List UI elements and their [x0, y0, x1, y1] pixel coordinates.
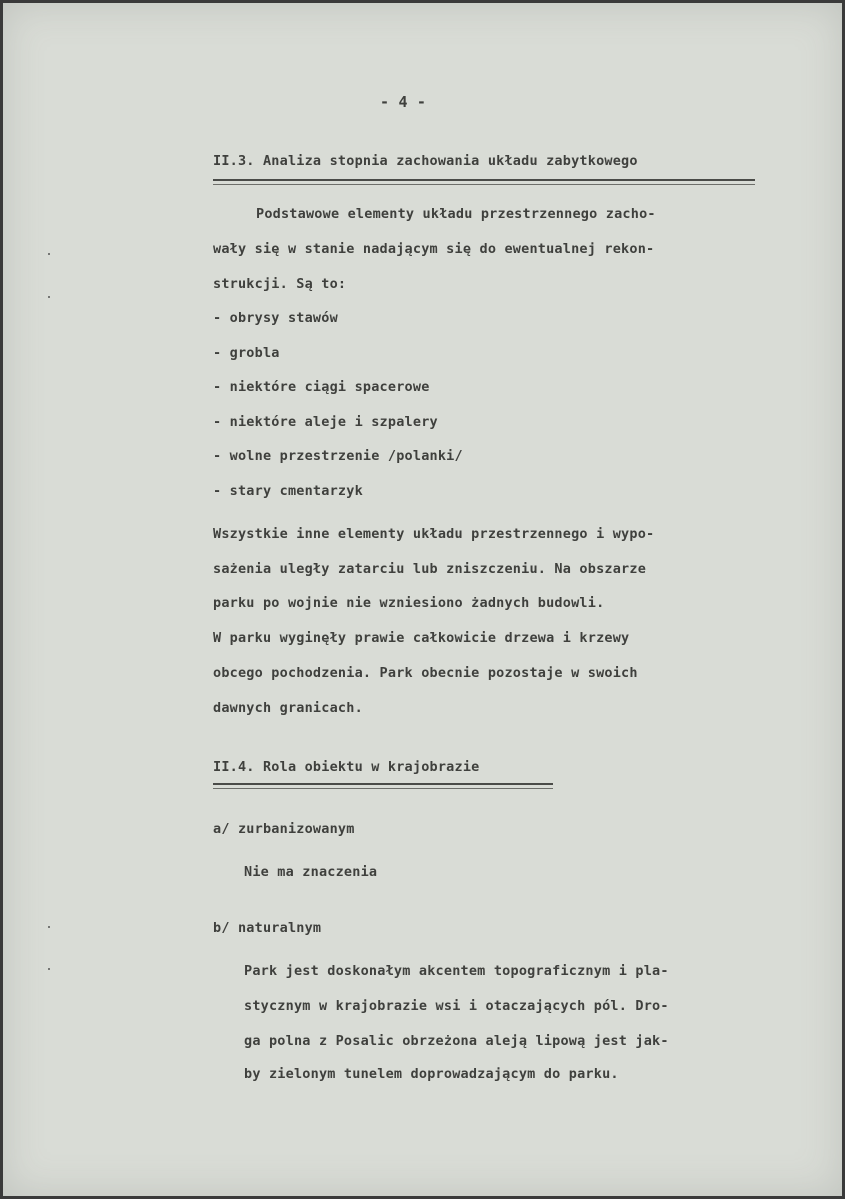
section-3-title: II.3. Analiza stopnia zachowania układu zabytkowego: [213, 153, 638, 169]
section-3-title-underline-2: [213, 184, 755, 185]
margin-mark: [48, 296, 50, 298]
list-item: - stary cmentarzyk: [213, 483, 363, 499]
paragraph-line: parku po wojnie nie wzniesiono żadnych budowli.: [213, 595, 605, 611]
intro-line-3: strukcji. Są to:: [213, 276, 347, 292]
paragraph-line: obcego pochodzenia. Park obecnie pozostaje w swoich: [213, 665, 638, 681]
subsection-a-label: a/ zurbanizowanym: [213, 821, 355, 837]
paragraph-line: dawnych granicach.: [213, 700, 363, 716]
margin-mark: [48, 926, 50, 928]
paragraph-line: Wszystkie inne elementy układu przestrzennego i wypo-: [213, 526, 655, 542]
paragraph-line: W parku wyginęły prawie całkowicie drzewa i krzewy: [213, 630, 630, 646]
list-item: - grobla: [213, 345, 280, 361]
paragraph-line: sażenia uległy zatarciu lub zniszczeniu. Na obszarze: [213, 561, 647, 577]
subsection-b-line: by zielonym tunelem doprowadzającym do parku.: [244, 1066, 619, 1082]
subsection-b-label: b/ naturalnym: [213, 920, 322, 936]
list-item: - wolne przestrzenie /polanki/: [213, 448, 463, 464]
subsection-b-line: ga polna z Posalic obrzeżona aleją lipową jest jak-: [244, 1033, 669, 1049]
subsection-b-line: Park jest doskonałym akcentem topograficznym i pla-: [244, 963, 669, 979]
subsection-b-line: stycznym w krajobrazie wsi i otaczających pól. Dro-: [244, 998, 669, 1014]
list-item: - niektóre aleje i szpalery: [213, 414, 438, 430]
intro-line-2: wały się w stanie nadającym się do ewentualnej rekon-: [213, 241, 655, 257]
list-item: - obrysy stawów: [213, 310, 338, 326]
document-page: [3, 3, 842, 1196]
section-3-title-underline: [213, 179, 755, 181]
margin-mark: [48, 968, 50, 970]
section-4-title-underline: [213, 783, 553, 785]
section-4-title-underline-2: [213, 788, 553, 789]
intro-line-1: Podstawowe elementy układu przestrzennego zacho-: [256, 206, 656, 222]
section-4-title: II.4. Rola obiektu w krajobrazie: [213, 759, 480, 775]
list-item: - niektóre ciągi spacerowe: [213, 379, 430, 395]
margin-mark: [48, 253, 50, 255]
subsection-a-text: Nie ma znaczenia: [244, 864, 378, 880]
page-number: - 4 -: [380, 93, 427, 111]
